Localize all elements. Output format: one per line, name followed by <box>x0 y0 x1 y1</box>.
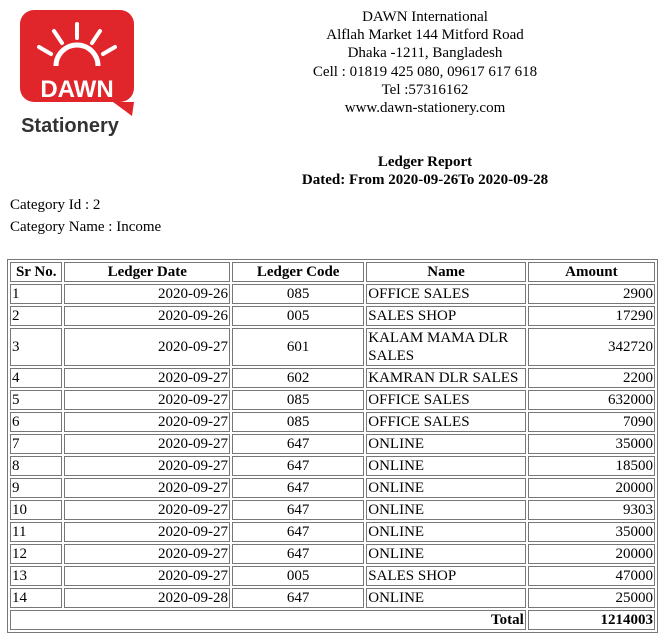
cell-ledger-date: 2020-09-27 <box>64 500 230 520</box>
cell-sr-no: 4 <box>10 368 62 388</box>
cell-ledger-date: 2020-09-27 <box>64 478 230 498</box>
cell-ledger-date: 2020-09-26 <box>64 306 230 326</box>
total-amount: 1214003 <box>528 610 655 630</box>
cell-sr-no: 11 <box>10 522 62 542</box>
cell-name: ONLINE <box>366 434 526 454</box>
cell-sr-no: 2 <box>10 306 62 326</box>
cell-sr-no: 13 <box>10 566 62 586</box>
logo-badge-tail <box>113 102 134 116</box>
cell-amount: 2900 <box>528 284 655 304</box>
table-row <box>10 412 655 432</box>
cell-ledger-date: 2020-09-27 <box>64 412 230 432</box>
category-id: Category Id : 2 <box>10 197 101 213</box>
table-row <box>10 478 655 498</box>
cell-name: SALES SHOP <box>366 306 526 326</box>
cell-ledger-date: 2020-09-27 <box>64 456 230 476</box>
cell-name: ONLINE <box>366 500 526 520</box>
cell-ledger-date: 2020-09-27 <box>64 566 230 586</box>
cell-ledger-code: 085 <box>232 412 364 432</box>
cell-name: OFFICE SALES <box>366 284 526 304</box>
cell-sr-no: 7 <box>10 434 62 454</box>
cell-ledger-date: 2020-09-27 <box>64 434 230 454</box>
logo-brand-text: DAWN <box>40 76 114 103</box>
cell-name: ONLINE <box>366 588 526 608</box>
table-row <box>10 500 655 520</box>
cell-amount: 20000 <box>528 544 655 564</box>
table-row <box>10 284 655 304</box>
total-label: Total <box>10 610 526 630</box>
header-sr-no: Sr No. <box>10 262 62 282</box>
cell-ledger-code: 647 <box>232 456 364 476</box>
cell-name: ONLINE <box>366 478 526 498</box>
header-amount: Amount <box>528 262 655 282</box>
ledger-table-body <box>10 284 655 630</box>
company-address-line-1: Alflah Market 144 Mitford Road <box>326 27 524 44</box>
logo-tagline-text: Stationery <box>21 115 119 137</box>
cell-ledger-code: 647 <box>232 434 364 454</box>
report-date-range: Dated: From 2020-09-26To 2020-09-28 <box>301 172 549 188</box>
cell-name: OFFICE SALES <box>366 412 526 432</box>
cell-sr-no: 1 <box>10 284 62 304</box>
cell-name: OFFICE SALES <box>366 390 526 410</box>
table-row <box>10 456 655 476</box>
cell-sr-no: 3 <box>10 328 62 366</box>
ledger-table <box>7 259 658 633</box>
header-name: Name <box>366 262 526 282</box>
company-name: DAWN International <box>362 9 488 25</box>
cell-sr-no: 14 <box>10 588 62 608</box>
cell-ledger-date: 2020-09-27 <box>64 544 230 564</box>
cell-ledger-date: 2020-09-26 <box>64 284 230 304</box>
header-ledger-date: Ledger Date <box>64 262 230 282</box>
cell-sr-no: 5 <box>10 390 62 410</box>
cell-amount: 17290 <box>528 306 655 326</box>
company-address-line-2: Dhaka -1211, Bangladesh <box>347 45 503 62</box>
header-ledger-code: Ledger Code <box>232 262 364 282</box>
dawn-logo-graphic <box>18 8 138 138</box>
cell-ledger-code: 647 <box>232 500 364 520</box>
cell-amount: 9303 <box>528 500 655 520</box>
cell-amount: 20000 <box>528 478 655 498</box>
cell-ledger-code: 647 <box>232 544 364 564</box>
report-title: Ledger Report <box>377 154 473 170</box>
cell-ledger-code: 601 <box>232 328 364 366</box>
cell-sr-no: 12 <box>10 544 62 564</box>
company-website: www.dawn-stationery.com <box>344 100 506 117</box>
cell-sr-no: 6 <box>10 412 62 432</box>
cell-ledger-code: 647 <box>232 588 364 608</box>
table-row <box>10 434 655 454</box>
report-heading <box>200 153 650 189</box>
cell-name: KALAM MAMA DLR SALES <box>366 328 526 366</box>
table-row <box>10 306 655 326</box>
cell-ledger-code: 005 <box>232 306 364 326</box>
cell-sr-no: 8 <box>10 456 62 476</box>
table-row <box>10 588 655 608</box>
cell-ledger-code: 085 <box>232 284 364 304</box>
cell-amount: 35000 <box>528 522 655 542</box>
table-row <box>10 522 655 542</box>
cell-amount: 7090 <box>528 412 655 432</box>
cell-sr-no: 9 <box>10 478 62 498</box>
cell-ledger-date: 2020-09-27 <box>64 328 230 366</box>
table-row <box>10 566 655 586</box>
cell-name: ONLINE <box>366 456 526 476</box>
cell-name: KAMRAN DLR SALES <box>366 368 526 388</box>
dawn-stationery-logo <box>18 8 138 138</box>
cell-ledger-code: 005 <box>232 566 364 586</box>
cell-amount: 47000 <box>528 566 655 586</box>
company-info <box>240 8 610 117</box>
cell-amount: 18500 <box>528 456 655 476</box>
company-tel: Tel :57316162 <box>381 81 469 98</box>
cell-name: ONLINE <box>366 522 526 542</box>
table-header-row <box>10 262 655 282</box>
table-row <box>10 368 655 388</box>
cell-amount: 632000 <box>528 390 655 410</box>
cell-ledger-code: 085 <box>232 390 364 410</box>
cell-name: ONLINE <box>366 544 526 564</box>
cell-name: SALES SHOP <box>366 566 526 586</box>
cell-ledger-date: 2020-09-27 <box>64 522 230 542</box>
cell-amount: 35000 <box>528 434 655 454</box>
table-total-row <box>10 610 655 630</box>
cell-ledger-date: 2020-09-28 <box>64 588 230 608</box>
cell-ledger-code: 647 <box>232 478 364 498</box>
category-name: Category Name : Income <box>10 219 162 235</box>
cell-amount: 25000 <box>528 588 655 608</box>
cell-sr-no: 10 <box>10 500 62 520</box>
table-row <box>10 390 655 410</box>
cell-ledger-date: 2020-09-27 <box>64 390 230 410</box>
table-row <box>10 544 655 564</box>
cell-ledger-code: 647 <box>232 522 364 542</box>
cell-ledger-code: 602 <box>232 368 364 388</box>
cell-amount: 2200 <box>528 368 655 388</box>
cell-ledger-date: 2020-09-27 <box>64 368 230 388</box>
company-cell: Cell : 01819 425 080, 09617 617 618 <box>312 63 538 80</box>
table-row <box>10 328 655 366</box>
cell-amount: 342720 <box>528 328 655 366</box>
